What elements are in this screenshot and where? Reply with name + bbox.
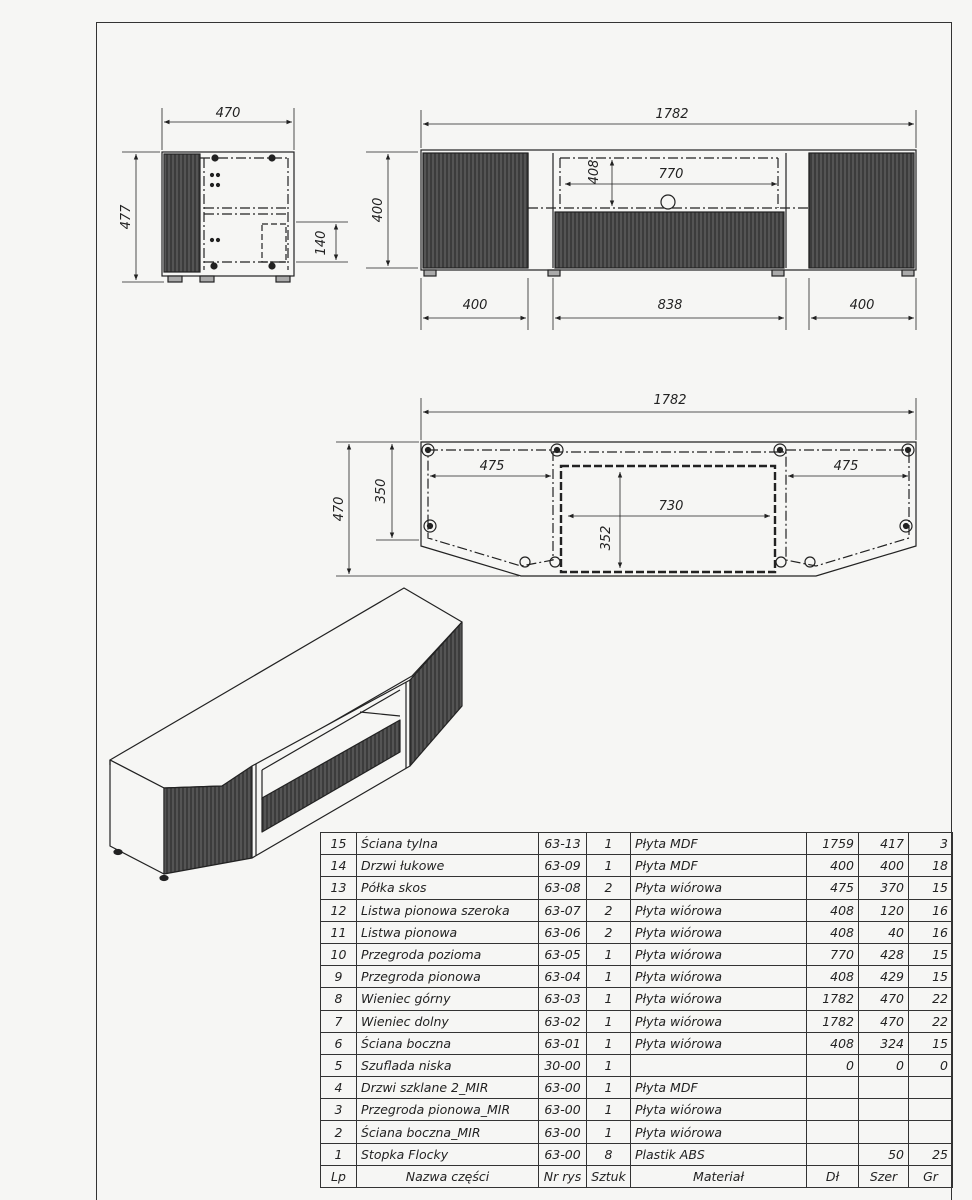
table-row: [321, 899, 953, 921]
col-length-cell: 1782: [807, 1010, 859, 1032]
col-drawing-no-cell: 63-00: [539, 1121, 587, 1143]
col-width-cell: 324: [859, 1032, 909, 1054]
col-quantity-cell: 1: [587, 1032, 631, 1054]
col-width-cell: 400: [859, 855, 909, 877]
col-width-cell: 50: [859, 1143, 909, 1165]
dim-front-height: 400: [371, 197, 386, 223]
col-quantity-cell: 1: [587, 966, 631, 988]
col-length-cell: 0: [807, 1054, 859, 1076]
col-thickness-cell: 0: [909, 1054, 953, 1076]
col-length-cell: 408: [807, 899, 859, 921]
col-length-cell: 770: [807, 943, 859, 965]
col-drawing-no-cell: 30-00: [539, 1054, 587, 1076]
col-thickness-cell: 15: [909, 943, 953, 965]
col-material-cell: Plastik ABS: [631, 1143, 807, 1165]
col-length-cell: [807, 1077, 859, 1099]
col-part-name-cell: Wieniec dolny: [357, 1010, 539, 1032]
col-drawing-no-cell: 63-09: [539, 855, 587, 877]
col-thickness-cell: 15: [909, 966, 953, 988]
col-width-cell: [859, 1077, 909, 1099]
col-material-cell: Płyta wiórowa: [631, 1121, 807, 1143]
table-row: [321, 855, 953, 877]
table-row: [321, 988, 953, 1010]
parts-table-body: [321, 833, 953, 1166]
col-width-cell: 470: [859, 988, 909, 1010]
dim-top-inner-width: 730: [658, 499, 684, 514]
front-left-door: [423, 153, 528, 268]
col-lp-cell: 15: [321, 833, 357, 855]
col-lp-cell: 11: [321, 921, 357, 943]
col-length-cell: [807, 1143, 859, 1165]
col-drawing-no-cell: 63-06: [539, 921, 587, 943]
dim-front-total-width: 1782: [655, 107, 689, 122]
col-quantity-cell: 1: [587, 943, 631, 965]
col-drawing-no-cell: 63-04: [539, 966, 587, 988]
col-material-cell: Płyta wiórowa: [631, 1010, 807, 1032]
table-row: [321, 1121, 953, 1143]
table-row: [321, 1032, 953, 1054]
front-view: [366, 110, 916, 330]
col-drawing-no-cell: 63-00: [539, 1077, 587, 1099]
col-length-cell: 1782: [807, 988, 859, 1010]
col-length-cell: 400: [807, 855, 859, 877]
col-thickness-cell: 25: [909, 1143, 953, 1165]
col-width-cell: [859, 1099, 909, 1121]
col-part-name-cell: Listwa pionowa: [357, 921, 539, 943]
col-material-cell: Płyta wiórowa: [631, 1032, 807, 1054]
top-view: [336, 398, 916, 576]
col-material-cell: Płyta MDF: [631, 855, 807, 877]
col-width-cell: 429: [859, 966, 909, 988]
col-part-name-cell: Ściana tylna: [357, 833, 539, 855]
dim-front-center-width: 838: [657, 298, 683, 313]
col-length-cell: 408: [807, 1032, 859, 1054]
front-right-door: [809, 153, 914, 268]
dim-top-right-width: 475: [833, 459, 859, 474]
col-lp-cell: 2: [321, 1121, 357, 1143]
col-quantity-cell: 8: [587, 1143, 631, 1165]
dim-side-height: 477: [119, 204, 134, 230]
col-thickness-cell: 15: [909, 877, 953, 899]
col-quantity-cell: 1: [587, 1099, 631, 1121]
col-material-cell: Płyta wiórowa: [631, 921, 807, 943]
col-lp-cell: 7: [321, 1010, 357, 1032]
parts-list-table: [320, 832, 953, 1188]
col-part-name-cell: Przegroda pionowa: [357, 966, 539, 988]
dim-top-depth: 470: [332, 496, 347, 522]
table-row: [321, 1010, 953, 1032]
dim-front-shelf-height: 408: [587, 159, 602, 185]
col-quantity-cell: 1: [587, 855, 631, 877]
col-material-cell: Płyta wiórowa: [631, 899, 807, 921]
col-width-header: Szer: [859, 1165, 909, 1187]
dim-side-plinth: 140: [314, 230, 329, 256]
col-quantity-cell: 1: [587, 833, 631, 855]
col-length-cell: 475: [807, 877, 859, 899]
col-lp-cell: 9: [321, 966, 357, 988]
col-quantity-cell: 1: [587, 1121, 631, 1143]
col-lp-cell: 6: [321, 1032, 357, 1054]
table-row: [321, 1143, 953, 1165]
col-width-cell: 470: [859, 1010, 909, 1032]
col-width-cell: 370: [859, 877, 909, 899]
table-row: [321, 966, 953, 988]
col-material-cell: Płyta wiórowa: [631, 1099, 807, 1121]
col-material-cell: Płyta MDF: [631, 833, 807, 855]
col-thickness-cell: 3: [909, 833, 953, 855]
table-row: [321, 943, 953, 965]
col-length-header: Dł: [807, 1165, 859, 1187]
col-thickness-cell: [909, 1077, 953, 1099]
col-thickness-cell: 22: [909, 1010, 953, 1032]
col-drawing-no-cell: 63-05: [539, 943, 587, 965]
col-length-cell: 408: [807, 921, 859, 943]
col-quantity-cell: 2: [587, 921, 631, 943]
col-quantity-cell: 1: [587, 988, 631, 1010]
col-width-cell: [859, 1121, 909, 1143]
dim-top-total-width: 1782: [653, 393, 687, 408]
col-quantity-cell: 1: [587, 1077, 631, 1099]
col-lp-cell: 14: [321, 855, 357, 877]
col-lp-header: Lp: [321, 1165, 357, 1187]
col-drawing-no-cell: 63-08: [539, 877, 587, 899]
col-part-name-cell: Szuflada niska: [357, 1054, 539, 1076]
col-drawing-no-cell: 63-07: [539, 899, 587, 921]
col-part-name-cell: Drzwi łukowe: [357, 855, 539, 877]
col-thickness-cell: [909, 1121, 953, 1143]
col-lp-cell: 5: [321, 1054, 357, 1076]
col-material-cell: Płyta wiórowa: [631, 966, 807, 988]
col-length-cell: 408: [807, 966, 859, 988]
col-width-cell: 417: [859, 833, 909, 855]
dim-side-width: 470: [215, 106, 241, 121]
col-thickness-cell: 16: [909, 899, 953, 921]
front-center-drawer: [555, 212, 784, 268]
col-length-cell: 1759: [807, 833, 859, 855]
col-width-cell: 40: [859, 921, 909, 943]
dim-top-left-width: 475: [479, 459, 505, 474]
col-part-name-cell: Ściana boczna_MIR: [357, 1121, 539, 1143]
col-part-name-cell: Wieniec górny: [357, 988, 539, 1010]
col-part-name-cell: Przegroda pionowa_MIR: [357, 1099, 539, 1121]
side-door-hatched: [164, 154, 200, 272]
col-thickness-cell: 15: [909, 1032, 953, 1054]
col-thickness-cell: [909, 1099, 953, 1121]
table-row: [321, 833, 953, 855]
col-part-name-cell: Stopka Flocky: [357, 1143, 539, 1165]
dim-front-left-width: 400: [462, 298, 488, 313]
dim-top-inner-depth: 350: [374, 478, 389, 504]
col-quantity-header: Sztuk: [587, 1165, 631, 1187]
parts-table-header: [321, 1165, 953, 1187]
col-drawing-no-header: Nr rys: [539, 1165, 587, 1187]
col-lp-cell: 8: [321, 988, 357, 1010]
col-lp-cell: 4: [321, 1077, 357, 1099]
col-thickness-cell: 16: [909, 921, 953, 943]
col-part-name-cell: Listwa pionowa szeroka: [357, 899, 539, 921]
header-row: [321, 1165, 953, 1187]
col-quantity-cell: 2: [587, 899, 631, 921]
col-material-cell: Płyta wiórowa: [631, 943, 807, 965]
col-width-cell: 120: [859, 899, 909, 921]
col-quantity-cell: 1: [587, 1010, 631, 1032]
col-drawing-no-cell: 63-00: [539, 1099, 587, 1121]
col-drawing-no-cell: 63-00: [539, 1143, 587, 1165]
table-row: [321, 877, 953, 899]
dim-front-right-width: 400: [849, 298, 875, 313]
col-material-cell: Płyta wiórowa: [631, 877, 807, 899]
table-row: [321, 921, 953, 943]
col-drawing-no-cell: 63-01: [539, 1032, 587, 1054]
col-lp-cell: 13: [321, 877, 357, 899]
col-drawing-no-cell: 63-03: [539, 988, 587, 1010]
col-material-cell: Płyta wiórowa: [631, 988, 807, 1010]
col-material-header: Materiał: [631, 1165, 807, 1187]
col-part-name-cell: Drzwi szklane 2_MIR: [357, 1077, 539, 1099]
col-material-cell: [631, 1054, 807, 1076]
col-length-cell: [807, 1121, 859, 1143]
col-part-name-header: Nazwa części: [357, 1165, 539, 1187]
col-thickness-cell: 18: [909, 855, 953, 877]
dim-top-inner-height: 352: [599, 525, 614, 551]
table-row: [321, 1099, 953, 1121]
col-part-name-cell: Półka skos: [357, 877, 539, 899]
col-thickness-cell: 22: [909, 988, 953, 1010]
col-thickness-header: Gr: [909, 1165, 953, 1187]
col-lp-cell: 1: [321, 1143, 357, 1165]
col-material-cell: Płyta MDF: [631, 1077, 807, 1099]
col-quantity-cell: 2: [587, 877, 631, 899]
table-row: [321, 1054, 953, 1076]
col-lp-cell: 3: [321, 1099, 357, 1121]
col-drawing-no-cell: 63-13: [539, 833, 587, 855]
col-drawing-no-cell: 63-02: [539, 1010, 587, 1032]
dim-front-inner-width: 770: [658, 167, 684, 182]
col-lp-cell: 10: [321, 943, 357, 965]
col-lp-cell: 12: [321, 899, 357, 921]
col-part-name-cell: Przegroda pozioma: [357, 943, 539, 965]
table-row: [321, 1077, 953, 1099]
col-quantity-cell: 1: [587, 1054, 631, 1076]
col-part-name-cell: Ściana boczna: [357, 1032, 539, 1054]
col-length-cell: [807, 1099, 859, 1121]
col-width-cell: 428: [859, 943, 909, 965]
col-width-cell: 0: [859, 1054, 909, 1076]
